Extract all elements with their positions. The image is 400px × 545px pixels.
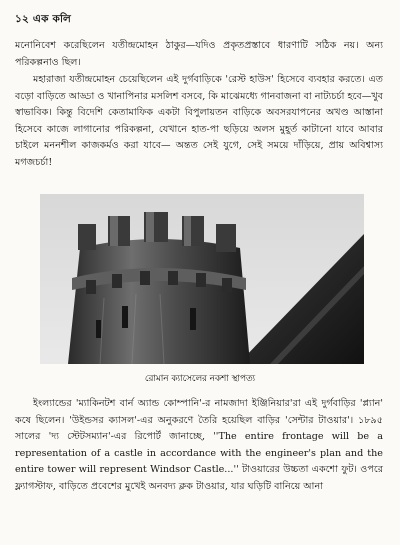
paragraph-1: মনোনিবেশ করেছিলেন যতীন্দ্রমোহন ঠাকুর—যদিও প্রকৃতপ্রস্তাবে ধারণাটি সঠিক নয়। অন্য পরিকল্পনাও ছিল। bbox=[15, 40, 383, 68]
page-number: ১২ bbox=[15, 13, 30, 25]
figure-caption: রোমান ক্যাসেলের নকশা স্থাপত্য bbox=[144, 374, 256, 384]
page-header bbox=[15, 12, 71, 29]
castle-tower-photo bbox=[40, 194, 364, 364]
paragraph-2: মহারাজা যতীন্দ্রমোহন চেয়েছিলেন এই দুর্গবাড়িকে 'রেস্ট হাউস' হিসেবে ব্যবহার করতে। এত বড়ো বাড়িতে আড্ডা ও খানাপিনার মসলিশ বসবে, কি মাঝেমধ্যে গানবাজনা বা নাট্যচর্চা হবে—খুব স্বাভাবিক। কিন্তু বিদেশি কেতামাফিক একটা বিপুলায়তন বাড়িকে অবসরযাপনের অখণ্ড আস্তানা হিসেবে কাজে লাগানোর পরিকল্পনা, যেখানে হাত-পা ছড়িয়ে অলস মুহূর্ত কাটানো যাবে আবার চাইলে মননশীল কাজকর্মও করা যাবে— অন্তত সেই যুগে, সেই সময়ে দাঁড়িয়ে, প্রায় অবিশ্বাস্য মগজচর্চা! bbox=[15, 74, 383, 168]
paragraph-3: ইংল্যান্ডের 'ম্যাকিনটশ বার্ন অ্যান্ড কোম্পানি'-র নামজাদা ইঞ্জিনিয়ার'রা এই দুর্গবাড়ির 'প্ল্যান' কষে ছিলেন। 'উইন্ডসর ক্যাসল'-এর অনুকরণে তৈরি হয়েছিল বাড়ির 'সেন্টার টাওয়ার'। ১৮৯৫ সালের 'দ্য স্টেটসম্যান'-এর রিপোর্ট জানাচ্ছে, ''The entire frontage will be a representation of a castle in accordance with the engineer's plan and the entire tower will represent Windsor Castle...'' টাওয়ারের উচ্চতা একশো ফুট। ওপরে ফ্ল্যাগস্টাফ, বাড়িতে প্রবেশের মুখেই অনবদ্য ক্লক টাওয়ার, যার ঘড়িটি বানিয়ে আনা bbox=[15, 398, 383, 492]
book-title: এক কলি bbox=[32, 13, 72, 25]
